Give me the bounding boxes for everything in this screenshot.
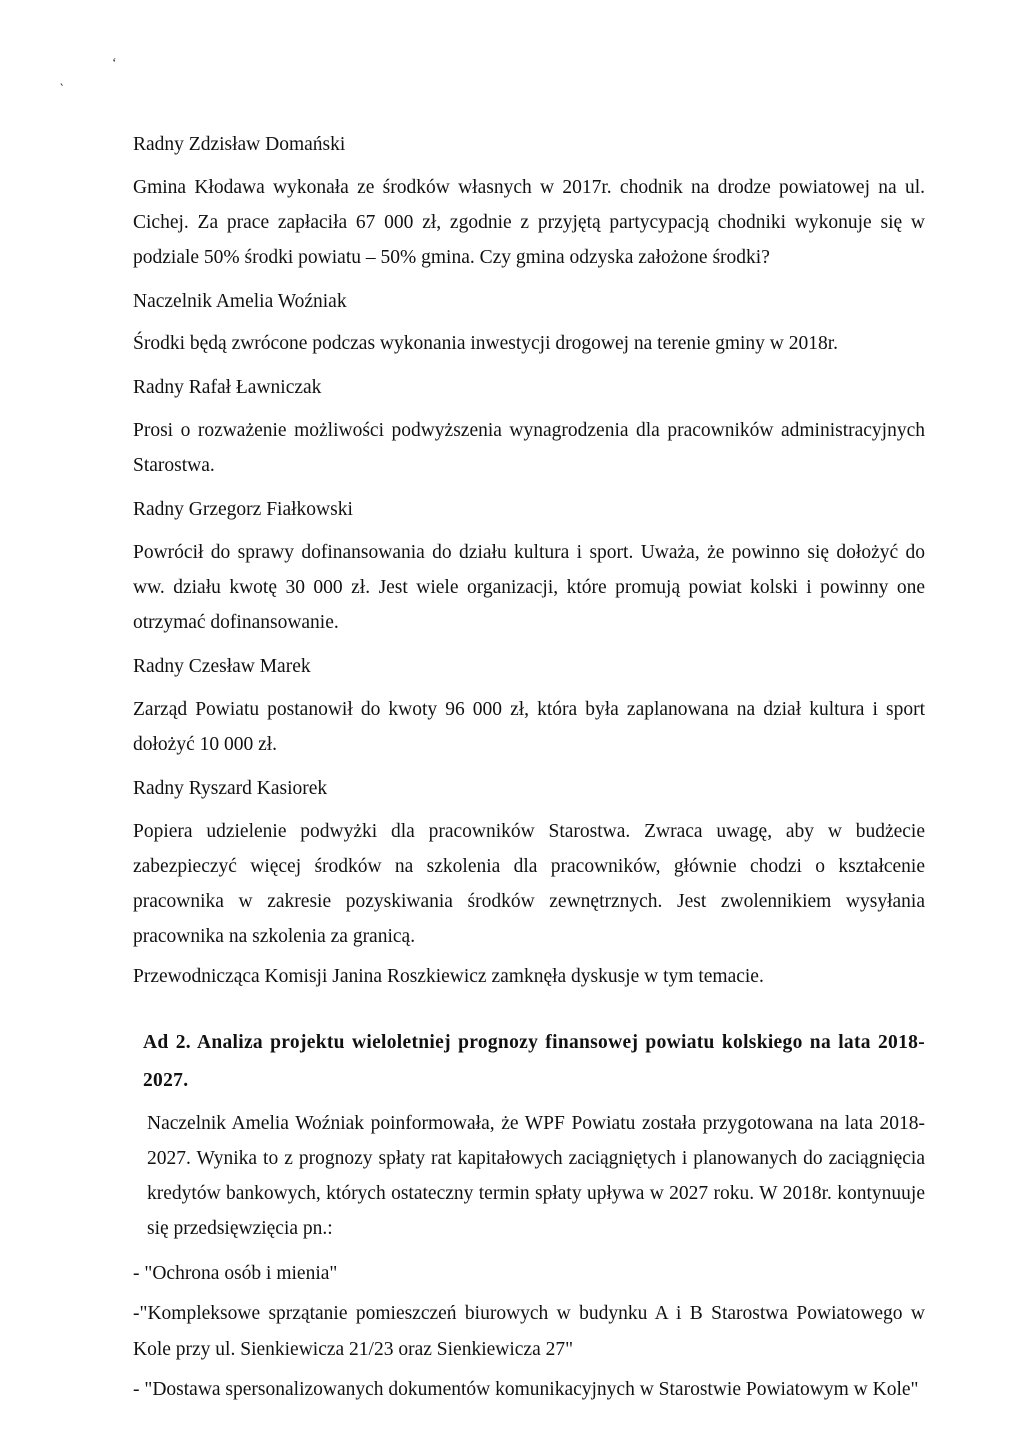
statement-text: Środki będą zwrócone podczas wykonania inwestycji drogowej na terenie gminy w 2018r.	[133, 333, 839, 354]
section-body: Naczelnik Amelia Woźniak poinformowała, że WPF Powiatu została przygotowana na lata 2018-2027. Wynika to z prognozy spłaty rat kapitałowych zaciągniętych i planowanych do zaciągnięcia kredytów bankowych, których ostateczny termin spłaty upływa w 2027 roku. W 2018r. kontynuuje się przedsięwzięcia pn.:	[147, 1113, 925, 1239]
speaker-name: Radny Grzegorz Fiałkowski	[133, 499, 353, 520]
list-item: - "Ochrona osób i mienia"	[133, 1263, 338, 1284]
statement-text: Zarząd Powiatu postanowił do kwoty 96 000 zł, która była zaplanowana na dział kultura i sport dołożyć 10 000 zł.	[133, 699, 925, 755]
section-number: Ad 2.	[143, 1032, 191, 1053]
list-item: -"Kompleksowe sprzątanie pomieszczeń biurowych w budynku A i B Starostwa Powiatowego w Kole przy ul. Sienkiewicza 21/23 oraz Sienkiewicza 27"	[133, 1303, 925, 1360]
list-item: - "Dostawa spersonalizowanych dokumentów komunikacyjnych w Starostwie Powiatowym w Kole"	[133, 1379, 919, 1400]
scan-mark: ‵	[60, 83, 64, 98]
speaker-name: Radny Zdzisław Domański	[133, 134, 346, 155]
statement-text: Gmina Kłodawa wykonała ze środków własnych w 2017r. chodnik na drodze powiatowej na ul. Cichej. Za prace zapłaciła 67 000 zł, zgodnie z przyjętą partycypacją chodniki wykonuje się w podziale 50% środki powiatu – 50% gmina. Czy gmina odzyska założone środki?	[133, 177, 925, 268]
statement-text: Prosi o rozważenie możliwości podwyższenia wynagrodzenia dla pracowników administracyjnych Starostwa.	[133, 420, 925, 476]
speaker-name: Radny Ryszard Kasiorek	[133, 778, 328, 799]
section-heading	[143, 1024, 925, 1100]
speaker-name: Radny Czesław Marek	[133, 656, 311, 677]
speaker-name: Naczelnik Amelia Woźniak	[133, 291, 347, 312]
statement-text: Popiera udzielenie podwyżki dla pracowników Starostwa. Zwraca uwagę, aby w budżecie zabezpieczyć więcej środków na szkolenia dla pracowników, głównie chodzi o kształcenie pracownika w zakresie pozyskiwania środków zewnętrznych. Jest zwolennikiem wysyłania pracownika na szkolenia za granicą.	[133, 821, 925, 947]
speaker-name: Radny Rafał Ławniczak	[133, 377, 322, 398]
scan-mark: ‘	[112, 56, 117, 71]
closing-note: Przewodnicząca Komisji Janina Roszkiewicz zamknęła dyskusje w tym temacie.	[133, 966, 764, 987]
document-page	[133, 128, 925, 1412]
statement-text: Powrócił do sprawy dofinansowania do działu kultura i sport. Uważa, że powinno się dołożyć do ww. działu kwotę 30 000 zł. Jest wiele organizacji, które promują powiat kolski i powinny one otrzymać dofinansowanie.	[133, 542, 925, 633]
section-title: Analiza projektu wieloletniej prognozy finansowej powiatu kolskiego na lata 2018-2027.	[143, 1032, 925, 1091]
